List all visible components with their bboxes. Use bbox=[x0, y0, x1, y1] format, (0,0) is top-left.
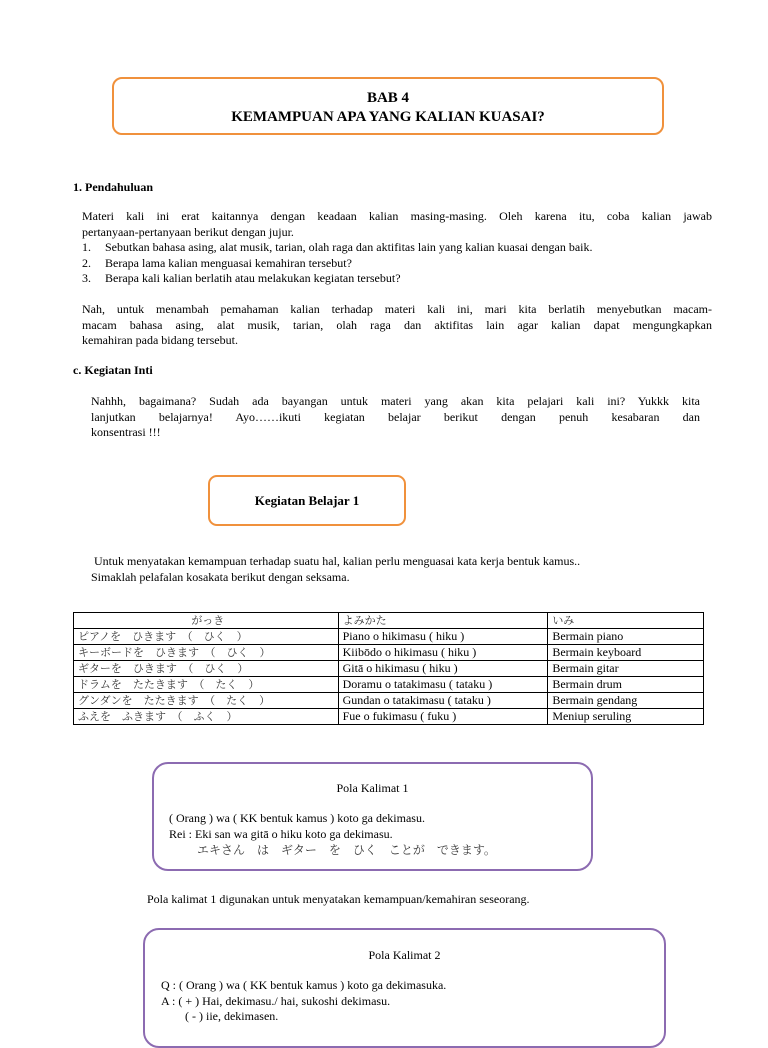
instruction-paragraph bbox=[91, 554, 711, 585]
cell-meaning: Bermain gitar bbox=[548, 661, 704, 677]
sentence-pattern: ( Orang ) wa ( KK bentuk kamus ) koto ga dekimasu. bbox=[169, 811, 425, 825]
answer-negative: ( - ) iie, dekimasen. bbox=[185, 1009, 279, 1023]
paragraph-line: konsentrasi !!! bbox=[91, 425, 161, 439]
example-sentence: Rei : Eki san wa gitā o hiku koto ga dekimasu. bbox=[169, 827, 393, 841]
list-item: 2. Berapa lama kalian menguasai kemahiran tersebut? bbox=[82, 255, 352, 270]
pola-kalimat-1-note: Pola kalimat 1 digunakan untuk menyatakan kemampuan/kemahiran seseorang. bbox=[147, 892, 530, 906]
paragraph-line: Nahhh, bagaimana? Sudah ada bayangan untuk materi yang akan kita pelajari kali ini? Yukkk kita bbox=[91, 394, 700, 408]
cell-reading: Gitā o hikimasu ( hiku ) bbox=[338, 661, 548, 677]
table-row bbox=[74, 709, 704, 725]
cell-japanese: ドラムを たたきます （ たく ） bbox=[74, 677, 339, 693]
cell-reading: Fue o fukimasu ( fuku ) bbox=[338, 709, 548, 725]
closing-line: Nah, untuk menambah pemahaman kalian terhadap materi kali ini, mari kita berlatih menyebutkan macam- bbox=[82, 302, 712, 316]
chapter-title: KEMAMPUAN APA YANG KALIAN KUASAI? bbox=[231, 109, 545, 125]
section-heading-kegiatan-inti: c. Kegiatan Inti bbox=[73, 363, 153, 377]
chapter-title-box bbox=[112, 77, 664, 135]
pola-kalimat-1-content bbox=[169, 810, 496, 858]
table-row bbox=[74, 693, 704, 709]
cell-japanese: ふえを ふきます （ ふく ） bbox=[74, 709, 339, 725]
cell-meaning: Meniup seruling bbox=[548, 709, 704, 725]
cell-japanese: ギターを ひきます （ ひく ） bbox=[74, 661, 339, 677]
closing-line: macam bahasa asing, alat musik, tarian, olah raga dan aktifitas lain agar kalian dapat mengungkapkan bbox=[82, 317, 712, 332]
pola-kalimat-1-title: Pola Kalimat 1 bbox=[336, 781, 409, 795]
intro-line: pertanyaan-pertanyaan berikut dengan jujur. bbox=[82, 224, 294, 239]
pola-kalimat-2-title: Pola Kalimat 2 bbox=[368, 948, 441, 962]
cell-japanese: グンダンを たたきます （ たく ） bbox=[74, 693, 339, 709]
chapter-number: BAB 4 bbox=[366, 90, 410, 106]
cell-reading: Doramu o tatakimasu ( tataku ) bbox=[338, 677, 548, 693]
cell-meaning: Bermain piano bbox=[548, 629, 704, 645]
list-item: 1. Sebutkan bahasa asing, alat musik, tarian, olah raga dan aktifitas lain yang kalian kuasai dengan baik. bbox=[82, 240, 593, 254]
table-row bbox=[74, 677, 704, 693]
question-pattern: Q : ( Orang ) wa ( KK bentuk kamus ) koto ga dekimasuka. bbox=[161, 978, 447, 992]
table-header-row bbox=[74, 613, 704, 629]
pola-kalimat-1-box bbox=[152, 762, 593, 871]
cell-reading: Gundan o tatakimasu ( tataku ) bbox=[338, 693, 548, 709]
intro-line: Materi kali ini erat kaitannya dengan keadaan kalian masing-masing. Oleh karena itu, coba kalian jawab bbox=[82, 209, 712, 223]
instruction-line: Untuk menyatakan kemampuan terhadap suatu hal, kalian perlu menguasai kata kerja bentuk kamus.. bbox=[91, 554, 581, 568]
instruction-line: Simaklah pelafalan kosakata berikut dengan seksama. bbox=[91, 569, 350, 584]
vocabulary-table bbox=[73, 612, 704, 725]
intro-paragraph bbox=[82, 209, 712, 240]
cell-japanese: キーボードを ひきます （ ひく ） bbox=[74, 645, 339, 661]
cell-meaning: Bermain drum bbox=[548, 677, 704, 693]
cell-reading: Piano o hikimasu ( hiku ) bbox=[338, 629, 548, 645]
cell-meaning: Bermain gendang bbox=[548, 693, 704, 709]
list-item: 3. Berapa kali kalian berlatih atau melakukan kegiatan tersebut? bbox=[82, 271, 401, 285]
kegiatan-inti-paragraph bbox=[91, 394, 700, 441]
table-row bbox=[74, 661, 704, 677]
cell-meaning: Bermain keyboard bbox=[548, 645, 704, 661]
closing-line: kemahiran pada bidang tersebut. bbox=[82, 333, 238, 347]
question-list bbox=[82, 240, 712, 287]
pola-kalimat-2-box bbox=[143, 928, 666, 1048]
closing-paragraph bbox=[82, 302, 712, 349]
answer-positive: A : ( + ) Hai, dekimasu./ hai, sukoshi dekimasu. bbox=[161, 993, 391, 1008]
cell-japanese: ピアノを ひきます （ ひく ） bbox=[74, 629, 339, 645]
paragraph-line: lanjutkan belajarnya! Ayo……ikuti kegiatan belajar berikut dengan penuh kesabaran dan bbox=[91, 409, 700, 424]
table-row bbox=[74, 629, 704, 645]
cell-reading: Kiibōdo o hikimasu ( hiku ) bbox=[338, 645, 548, 661]
kegiatan-belajar-box: Kegiatan Belajar 1 bbox=[208, 475, 406, 526]
example-sentence-japanese: エキさん は ギター を ひく ことが できます。 bbox=[197, 843, 496, 857]
column-header-imi: いみ bbox=[548, 613, 704, 629]
column-header-yomikata: よみかた bbox=[338, 613, 548, 629]
pola-kalimat-2-content bbox=[161, 978, 446, 1025]
section-heading-pendahuluan: 1. Pendahuluan bbox=[73, 180, 154, 194]
column-header-gakki: がっき bbox=[74, 613, 339, 629]
table-row bbox=[74, 645, 704, 661]
